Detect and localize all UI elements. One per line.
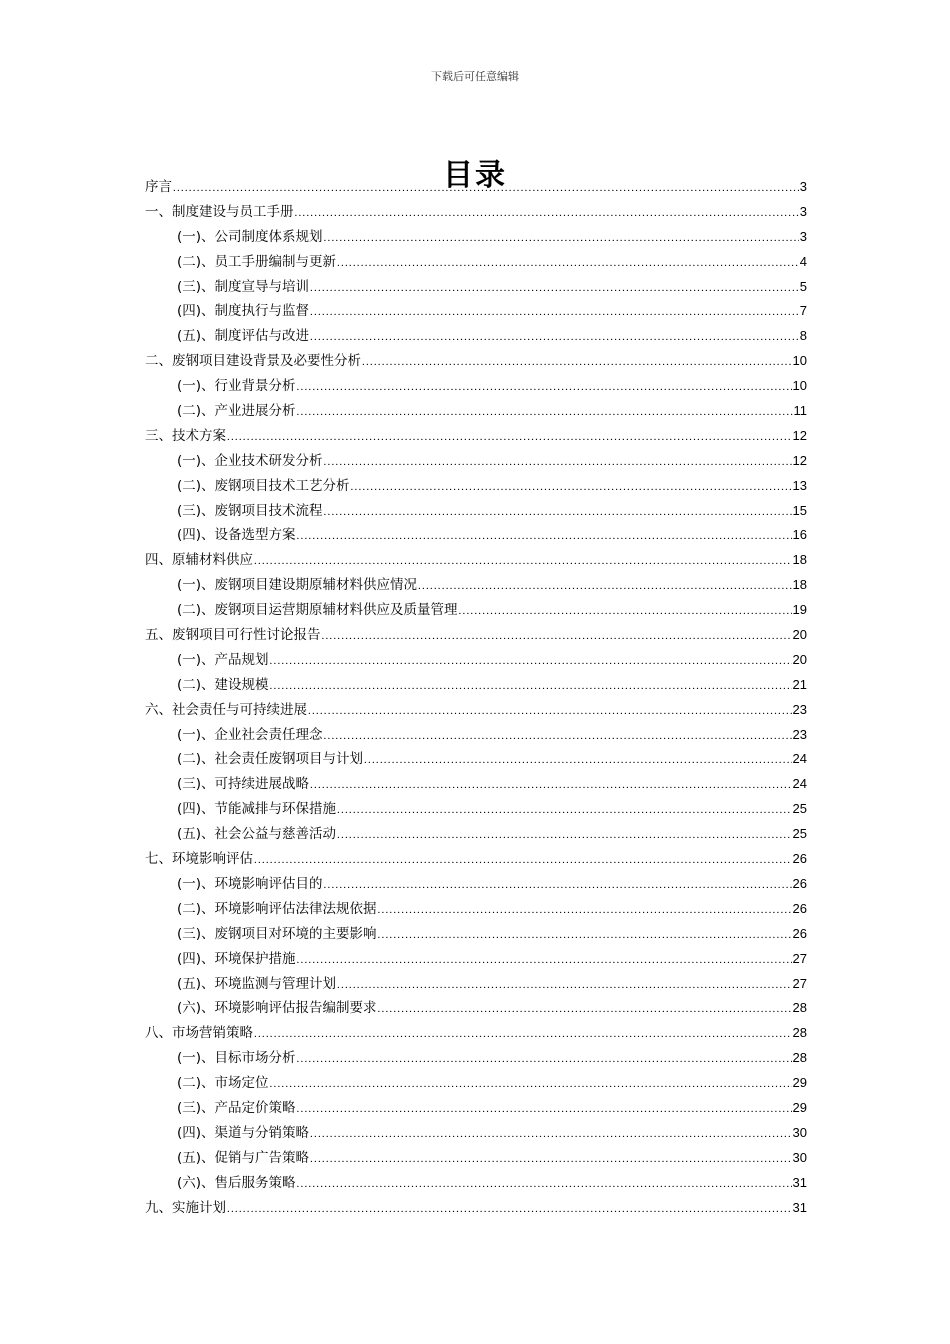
toc-dot-leader: [418, 574, 791, 599]
toc-dot-leader: [324, 873, 792, 898]
toc-page-number: 18: [792, 552, 807, 568]
toc-page-number: 27: [792, 950, 807, 966]
toc-page-number: 19: [792, 602, 807, 618]
toc-page-number: 28: [792, 1025, 807, 1041]
toc-dot-leader: [297, 524, 792, 549]
toc-page-number: 3: [799, 179, 807, 194]
toc-dot-leader: [378, 997, 792, 1022]
toc-dot-leader: [337, 798, 791, 823]
toc-entry[interactable]: [145, 723, 807, 748]
toc-page-number: 10: [792, 353, 807, 369]
toc-entry-text: (一)、企业技术研发分析: [177, 452, 323, 469]
toc-dot-leader: [270, 649, 792, 674]
toc-dot-leader: [324, 450, 792, 475]
toc-entry[interactable]: [145, 449, 807, 474]
toc-dot-leader: [270, 1072, 792, 1097]
toc-entry-text: (五)、环境监测与管理计划: [177, 975, 337, 992]
toc-entry[interactable]: [145, 349, 807, 374]
toc-dot-leader: [310, 1122, 791, 1147]
toc-dot-leader: [337, 973, 791, 998]
toc-entry[interactable]: [145, 324, 807, 349]
toc-entry[interactable]: [145, 399, 807, 424]
toc-entry-text: (二)、废钢项目运营期原辅材料供应及质量管理: [177, 602, 458, 619]
toc-page-number: 29: [792, 1099, 807, 1115]
toc-dot-leader: [297, 1172, 792, 1197]
toc-entry-text: (一)、环境影响评估目的: [177, 875, 323, 892]
toc-entry[interactable]: [145, 275, 807, 300]
toc-entry-text: (一)、废钢项目建设期原辅材料供应情况: [177, 577, 418, 594]
toc-entry-text: 序言: [145, 179, 172, 195]
toc-entry-text: 七、环境影响评估: [145, 851, 253, 868]
toc-dot-leader: [378, 898, 792, 923]
toc-entry-text: (四)、节能减排与环保措施: [177, 801, 337, 818]
toc-page-number: 23: [792, 726, 807, 742]
toc-entry-text: (一)、企业社会责任理念: [177, 726, 323, 743]
toc-entry[interactable]: [145, 1096, 807, 1121]
toc-dot-leader: [324, 226, 799, 251]
toc-entry[interactable]: [145, 947, 807, 972]
toc-entry[interactable]: [145, 747, 807, 772]
toc-entry[interactable]: [145, 673, 807, 698]
toc-page-number: 21: [792, 676, 807, 692]
toc-entry[interactable]: [145, 996, 807, 1021]
toc-dot-leader: [297, 375, 792, 400]
toc-page-number: 16: [792, 527, 807, 543]
toc-entry-text: (三)、废钢项目对环境的主要影响: [177, 925, 377, 942]
toc-entry-text: (二)、环境影响评估法律法规依据: [177, 900, 377, 917]
toc-entry[interactable]: [145, 499, 807, 524]
toc-page-number: 4: [799, 253, 807, 269]
toc-entry-text: (一)、产品规划: [177, 651, 269, 668]
toc-page-number: 28: [792, 1000, 807, 1016]
toc-entry[interactable]: [145, 548, 807, 573]
toc-dot-leader: [362, 350, 792, 375]
toc-dot-leader: [227, 425, 792, 450]
toc-page-number: 30: [792, 1124, 807, 1140]
toc-entry[interactable]: [145, 648, 807, 673]
toc-page-number: 25: [792, 801, 807, 817]
toc-entry[interactable]: [145, 897, 807, 922]
toc-entry[interactable]: [145, 200, 807, 225]
toc-entry-text: (二)、废钢项目技术工艺分析: [177, 477, 350, 494]
toc-dot-leader: [337, 251, 799, 276]
toc-page-number: 18: [792, 577, 807, 593]
toc-dot-leader: [254, 549, 792, 574]
toc-dot-leader: [295, 201, 799, 226]
toc-entry-text: 九、实施计划: [145, 1199, 226, 1216]
toc-entry-text: (三)、可持续进展战略: [177, 776, 310, 793]
toc-page-number: 3: [799, 228, 807, 244]
toc-entry-text: (六)、环境影响评估报告编制要求: [177, 1000, 377, 1017]
toc-entry-text: (一)、公司制度体系规划: [177, 228, 323, 245]
toc-entry[interactable]: [145, 175, 807, 200]
toc-page-number: 5: [799, 278, 807, 294]
toc-entry[interactable]: [145, 872, 807, 897]
toc-entry[interactable]: [145, 922, 807, 947]
toc-dot-leader: [297, 1047, 792, 1072]
toc-dot-leader: [322, 624, 792, 649]
toc-dot-leader: [310, 325, 799, 350]
toc-page-number: 27: [792, 975, 807, 991]
toc-entry-text: (三)、废钢项目技术流程: [177, 502, 323, 519]
toc-entry[interactable]: [145, 225, 807, 250]
toc-page-number: 26: [792, 900, 807, 916]
toc-dot-leader: [254, 1022, 792, 1047]
toc-page-number: 31: [792, 1199, 807, 1215]
toc-entry[interactable]: [145, 1146, 807, 1171]
toc-dot-leader: [364, 748, 791, 773]
toc-entry-text: 四、原辅材料供应: [145, 552, 253, 569]
toc-entry-text: (二)、社会责任废钢项目与计划: [177, 751, 364, 768]
toc-entry[interactable]: [145, 1121, 807, 1146]
toc-page-number: 26: [792, 851, 807, 867]
toc-entry[interactable]: [145, 1196, 807, 1221]
toc-page-number: 26: [792, 875, 807, 891]
toc-entry-text: 一、制度建设与员工手册: [145, 203, 294, 220]
toc-entry[interactable]: [145, 847, 807, 872]
toc-dot-leader: [254, 848, 792, 873]
toc-entry[interactable]: [145, 822, 807, 847]
toc-entry[interactable]: [145, 474, 807, 499]
toc-entry-text: 八、市场营销策略: [145, 1025, 253, 1042]
toc-entry[interactable]: [145, 250, 807, 275]
toc-page-number: 11: [793, 403, 807, 419]
toc-dot-leader: [324, 724, 792, 749]
toc-entry-text: 二、废钢项目建设背景及必要性分析: [145, 353, 361, 370]
toc-dot-leader: [351, 475, 792, 500]
toc-dot-leader: [310, 773, 791, 798]
toc-page-number: 8: [799, 328, 807, 344]
toc-page-number: 13: [792, 477, 807, 493]
toc-entry[interactable]: [145, 972, 807, 997]
toc-dot-leader: [459, 599, 792, 624]
toc-dot-leader: [337, 823, 791, 848]
toc-entry-text: (二)、员工手册编制与更新: [177, 253, 337, 270]
toc-entry-text: (五)、社会公益与慈善活动: [177, 826, 337, 843]
toc-page-number: 12: [792, 452, 807, 468]
toc-dot-leader: [227, 1197, 792, 1222]
toc-dot-leader: [173, 176, 799, 201]
toc-entry[interactable]: [145, 797, 807, 822]
toc-title: 目录: [443, 158, 507, 194]
toc-page-number: 26: [792, 925, 807, 941]
toc-list: [145, 175, 807, 1220]
toc-entry-text: (二)、建设规模: [177, 676, 269, 693]
toc-dot-leader: [378, 923, 792, 948]
toc-entry[interactable]: [145, 623, 807, 648]
toc-page-number: 20: [792, 651, 807, 667]
toc-entry[interactable]: [145, 523, 807, 548]
toc-entry-text: 六、社会责任与可持续进展: [145, 701, 307, 718]
toc-entry-text: (五)、制度评估与改进: [177, 328, 310, 345]
toc-page-number: 10: [792, 378, 807, 394]
toc-entry[interactable]: [145, 698, 807, 723]
toc-entry[interactable]: [145, 1171, 807, 1196]
toc-page-number: 15: [792, 502, 807, 518]
toc-entry[interactable]: [145, 772, 807, 797]
toc-dot-leader: [310, 300, 799, 325]
toc-entry[interactable]: [145, 374, 807, 399]
toc-dot-leader: [297, 948, 792, 973]
header-note: 下载后可任意编辑: [431, 70, 519, 83]
toc-entry-text: (四)、制度执行与监督: [177, 303, 310, 320]
toc-dot-leader: [310, 276, 799, 301]
toc-entry[interactable]: [145, 1071, 807, 1096]
toc-page-number: 29: [792, 1075, 807, 1091]
toc-entry-text: (一)、行业背景分析: [177, 378, 296, 395]
toc-dot-leader: [270, 674, 792, 699]
toc-entry-text: (六)、售后服务策略: [177, 1174, 296, 1191]
toc-page-number: 31: [792, 1174, 807, 1190]
toc-entry[interactable]: [145, 573, 807, 598]
toc-entry-text: (三)、制度宣导与培训: [177, 278, 310, 295]
toc-page-number: 23: [792, 701, 807, 717]
toc-entry-text: (四)、渠道与分销策略: [177, 1124, 310, 1141]
toc-dot-leader: [297, 400, 793, 425]
toc-entry[interactable]: [145, 1021, 807, 1046]
toc-entry-text: (一)、目标市场分析: [177, 1050, 296, 1067]
toc-page-number: 25: [792, 826, 807, 842]
toc-page-number: 7: [799, 303, 807, 319]
toc-page-number: 12: [792, 427, 807, 443]
toc-entry[interactable]: [145, 598, 807, 623]
toc-entry-text: (五)、促销与广告策略: [177, 1149, 310, 1166]
toc-entry[interactable]: [145, 1046, 807, 1071]
toc-page-number: 24: [792, 751, 807, 767]
toc-dot-leader: [324, 500, 792, 525]
toc-dot-leader: [297, 1097, 792, 1122]
toc-page-number: 20: [792, 627, 807, 643]
toc-page-number: 30: [792, 1149, 807, 1165]
toc-entry-text: (二)、产业进展分析: [177, 403, 296, 420]
toc-entry-text: 五、废钢项目可行性讨论报告: [145, 627, 321, 644]
toc-entry-text: 三、技术方案: [145, 427, 226, 444]
toc-dot-leader: [310, 1147, 791, 1172]
toc-entry[interactable]: [145, 299, 807, 324]
toc-page-number: 24: [792, 776, 807, 792]
toc-entry-text: (二)、市场定位: [177, 1075, 269, 1092]
toc-entry-text: (四)、环境保护措施: [177, 950, 296, 967]
toc-page-number: 3: [799, 203, 807, 219]
toc-entry-text: (四)、设备选型方案: [177, 527, 296, 544]
toc-page-number: 28: [792, 1050, 807, 1066]
toc-entry-text: (三)、产品定价策略: [177, 1099, 296, 1116]
toc-entry[interactable]: [145, 424, 807, 449]
toc-dot-leader: [308, 699, 792, 724]
